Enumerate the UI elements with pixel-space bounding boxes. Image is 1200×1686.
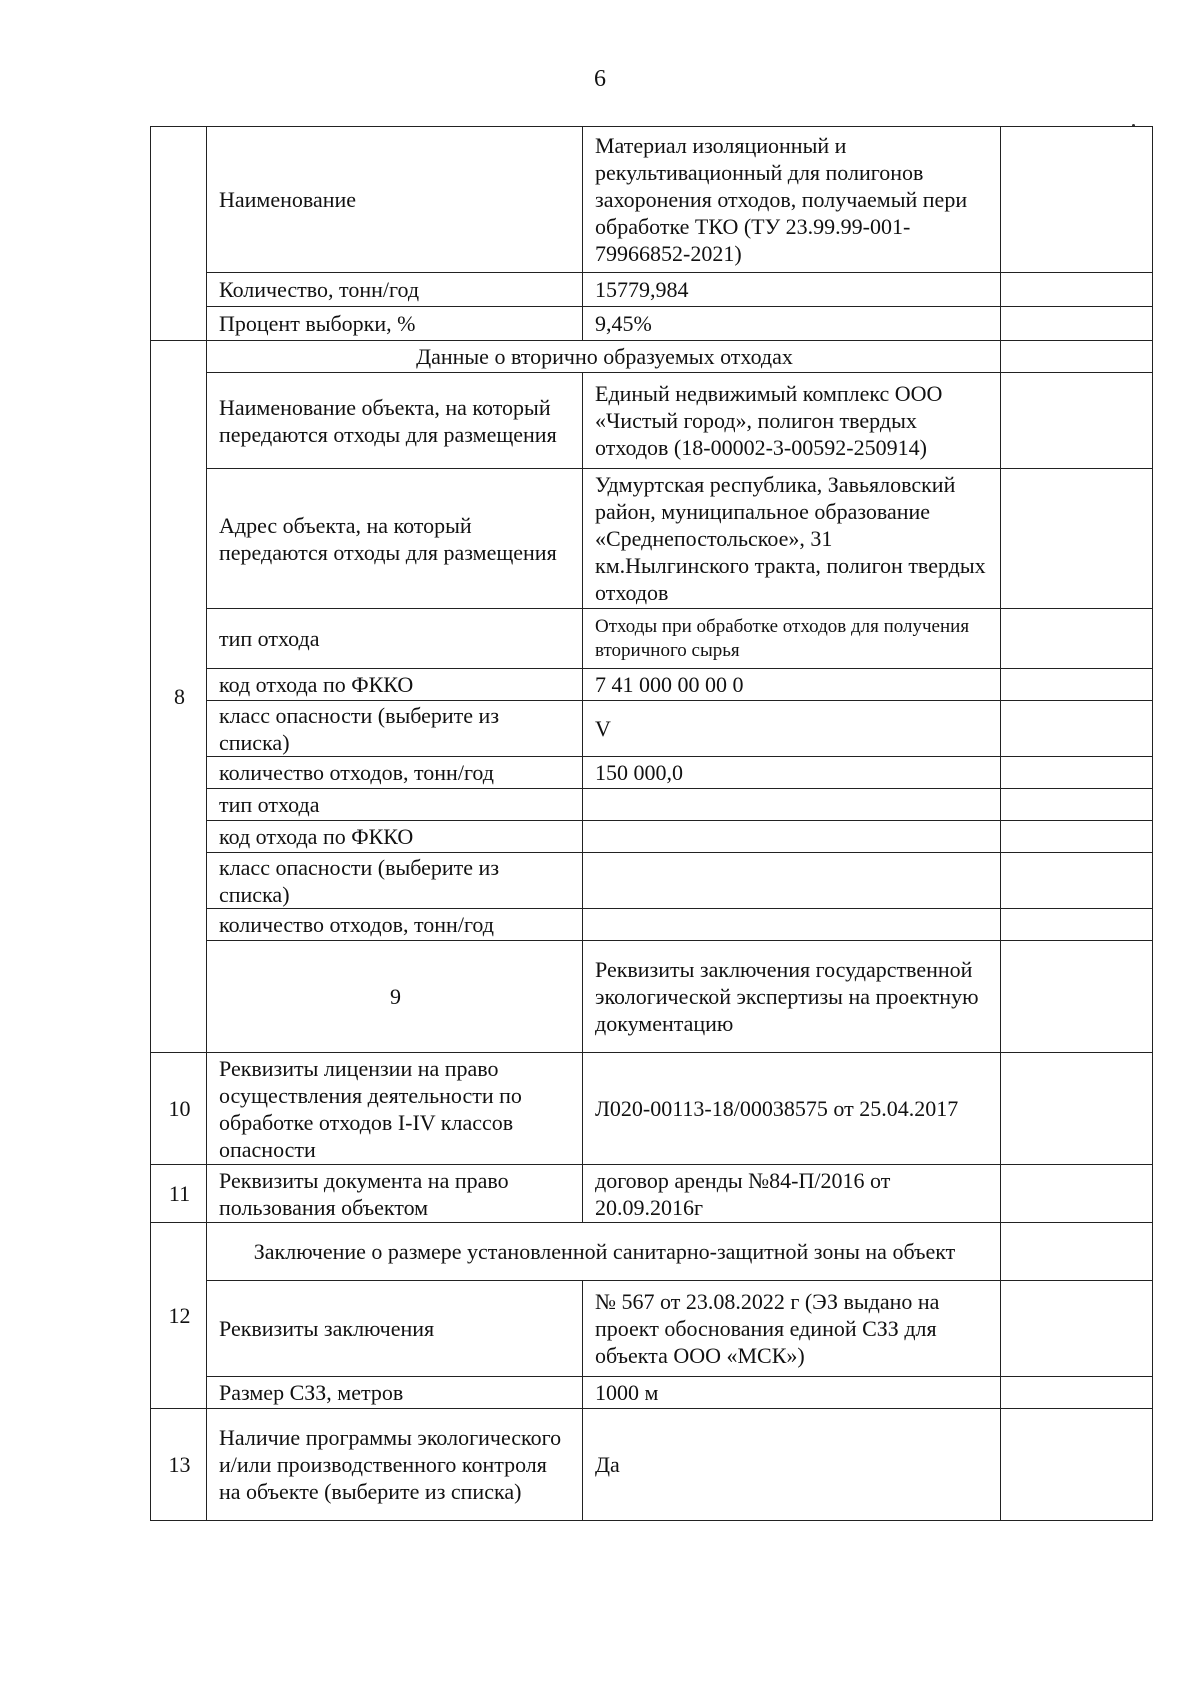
value-cell: V <box>583 701 1001 757</box>
empty-cell <box>1001 341 1153 373</box>
label-cell: Наличие программы экологического и/или производственного контроля на объекте (выберите из списка) <box>207 1409 583 1521</box>
empty-cell <box>1001 273 1153 307</box>
empty-cell <box>1001 821 1153 853</box>
row-procent <box>151 307 1153 341</box>
empty-cell <box>1001 1409 1153 1521</box>
row-s8-header <box>151 341 1153 373</box>
section-number-10: 10 <box>151 1053 207 1165</box>
label-cell: Наименование <box>207 127 583 273</box>
section-number-9: 9 <box>207 941 583 1053</box>
value-cell: 9,45% <box>583 307 1001 341</box>
row-s8-w2-class <box>151 853 1153 909</box>
empty-cell <box>1001 127 1153 273</box>
label-cell: класс опасности (выберите из списка) <box>207 701 583 757</box>
value-cell: Л020-00113-18/00038575 от 25.04.2017 <box>583 1053 1001 1165</box>
section-number-cell <box>151 127 207 341</box>
value-cell: Да <box>583 1409 1001 1521</box>
empty-cell <box>1001 789 1153 821</box>
row-s8-object-address <box>151 469 1153 609</box>
row-s8-object-name <box>151 373 1153 469</box>
value-cell <box>583 853 1001 909</box>
value-cell: 15779,984 <box>583 273 1001 307</box>
label-cell: класс опасности (выберите из списка) <box>207 853 583 909</box>
label-cell: Процент выборки, % <box>207 307 583 341</box>
empty-cell <box>1001 1223 1153 1281</box>
row-s10 <box>151 1053 1153 1165</box>
value-cell <box>1001 941 1153 1053</box>
waste-data-table <box>150 126 1153 1521</box>
row-s8-w2-qty <box>151 909 1153 941</box>
section-header: Заключение о размере установленной санитарно-защитной зоны на объект <box>207 1223 1001 1281</box>
empty-cell <box>1001 1281 1153 1377</box>
empty-cell <box>1001 469 1153 609</box>
section-number-13: 13 <box>151 1409 207 1521</box>
row-s8-w1-class <box>151 701 1153 757</box>
row-s13 <box>151 1409 1153 1521</box>
empty-cell <box>1001 909 1153 941</box>
label-cell: Реквизиты документа на право пользования объектом <box>207 1165 583 1223</box>
value-cell: 1000 м <box>583 1377 1001 1409</box>
empty-cell <box>1001 373 1153 469</box>
section-number-8: 8 <box>151 341 207 1053</box>
label-cell: Количество, тонн/год <box>207 273 583 307</box>
label-cell: количество отходов, тонн/год <box>207 757 583 789</box>
label-cell: тип отхода <box>207 789 583 821</box>
empty-cell <box>1001 701 1153 757</box>
value-cell: Материал изоляционный и рекультивационный для полигонов захоронения отходов, получаемый пери обработке ТКО (ТУ 23.99.99-001-79966852-2021) <box>583 127 1001 273</box>
section-number-12: 12 <box>151 1223 207 1409</box>
label-cell: тип отхода <box>207 609 583 669</box>
value-cell: Удмуртская республика, Завьяловский район, муниципальное образование «Среднепостольское», 31 км.Нылгинского тракта, полигон твердых отходов <box>583 469 1001 609</box>
row-s8-w2-type <box>151 789 1153 821</box>
label-cell: код отхода по ФККО <box>207 821 583 853</box>
row-s8-w1-type <box>151 609 1153 669</box>
label-cell: Адрес объекта, на который передаются отходы для размещения <box>207 469 583 609</box>
empty-cell <box>1001 307 1153 341</box>
value-cell <box>583 789 1001 821</box>
row-s8-w1-qty <box>151 757 1153 789</box>
row-kolichestvo <box>151 273 1153 307</box>
row-s8-w1-code <box>151 669 1153 701</box>
label-cell: Реквизиты заключения <box>207 1281 583 1377</box>
empty-cell <box>1001 1165 1153 1223</box>
label-cell: количество отходов, тонн/год <box>207 909 583 941</box>
row-s8-w2-code <box>151 821 1153 853</box>
empty-cell <box>1001 853 1153 909</box>
label-cell: Реквизиты заключения государственной экологической экспертизы на проектную документацию <box>583 941 1001 1053</box>
empty-cell <box>1001 609 1153 669</box>
value-cell: Отходы при обработке отходов для получения вторичного сырья <box>583 609 1001 669</box>
value-cell: № 567 от 23.08.2022 г (ЭЗ выдано на проект обоснования единой СЗЗ для объекта ООО «МСК») <box>583 1281 1001 1377</box>
value-cell: 7 41 000 00 00 0 <box>583 669 1001 701</box>
empty-cell <box>1001 1053 1153 1165</box>
empty-cell <box>1001 1377 1153 1409</box>
row-s12-size <box>151 1377 1153 1409</box>
label-cell: код отхода по ФККО <box>207 669 583 701</box>
value-cell: договор аренды №84-П/2016 от 20.09.2016г <box>583 1165 1001 1223</box>
row-naimenovanie <box>151 127 1153 273</box>
row-s9 <box>151 941 1153 1053</box>
value-cell: 150 000,0 <box>583 757 1001 789</box>
empty-cell <box>1001 757 1153 789</box>
value-cell <box>583 821 1001 853</box>
row-s11 <box>151 1165 1153 1223</box>
label-cell: Размер СЗЗ, метров <box>207 1377 583 1409</box>
empty-cell <box>1001 669 1153 701</box>
label-cell: Наименование объекта, на который передаются отходы для размещения <box>207 373 583 469</box>
row-s12-req <box>151 1281 1153 1377</box>
section-number-11: 11 <box>151 1165 207 1223</box>
row-s12-header <box>151 1223 1153 1281</box>
section-header: Данные о вторично образуемых отходах <box>207 341 1001 373</box>
label-cell: Реквизиты лицензии на право осуществления деятельности по обработке отходов I-IV классов опасности <box>207 1053 583 1165</box>
value-cell <box>583 909 1001 941</box>
page-number: 6 <box>594 66 606 92</box>
value-cell: Единый недвижимый комплекс ООО «Чистый город», полигон твердых отходов (18-00002-3-00592-250914) <box>583 373 1001 469</box>
